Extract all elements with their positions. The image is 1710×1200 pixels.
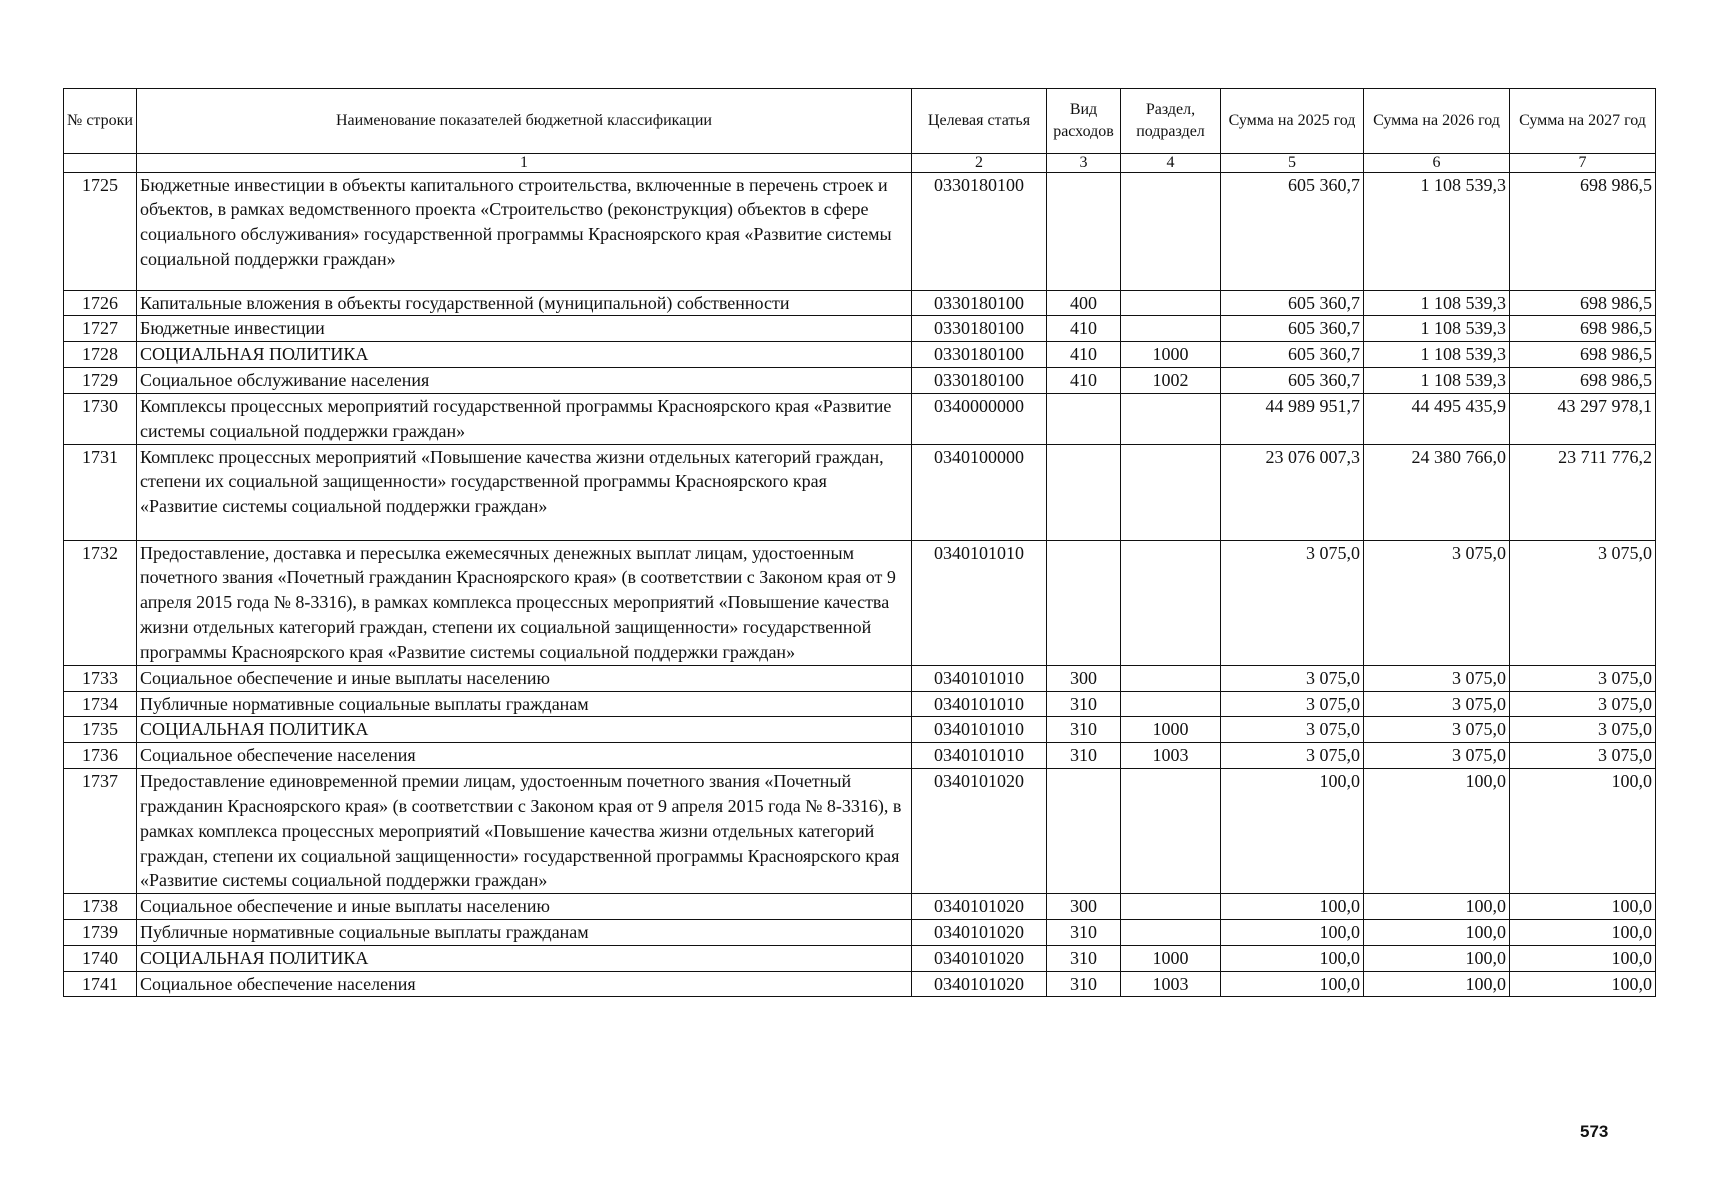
- expense-kind-cell: 400: [1047, 290, 1121, 316]
- expense-kind-cell: [1047, 444, 1121, 540]
- sum-2027-cell: 43 297 978,1: [1510, 393, 1656, 444]
- target-article-cell: 0330180100: [912, 368, 1047, 394]
- section-cell: [1121, 444, 1221, 540]
- indicator-name-cell: СОЦИАЛЬНАЯ ПОЛИТИКА: [137, 717, 912, 743]
- column-number: 6: [1364, 154, 1510, 173]
- indicator-name-cell: Предоставление, доставка и пересылка ежемесячных денежных выплат лицам, удостоенным почетного звания «Почетный гражданин Красноярского края» (в соответствии с Законом края от 9 апреля 2015 года № 8-3316), в рамках комплекса процессных мероприятий «Повышение качества жизни отдельных категорий граждан, степени их социальной защищенности» государственной программы Красноярского края «Развитие системы социальной поддержки граждан»: [137, 540, 912, 665]
- sum-2026-cell: 100,0: [1364, 894, 1510, 920]
- indicator-name-cell: СОЦИАЛЬНАЯ ПОЛИТИКА: [137, 342, 912, 368]
- section-cell: 1000: [1121, 342, 1221, 368]
- expense-kind-cell: 310: [1047, 691, 1121, 717]
- expense-kind-cell: 310: [1047, 743, 1121, 769]
- sum-2025-cell: 44 989 951,7: [1221, 393, 1364, 444]
- header-sum-2026: Сумма на 2026 год: [1364, 89, 1510, 154]
- table-row: [64, 743, 1656, 769]
- row-number-cell: 1726: [64, 290, 137, 316]
- sum-2026-cell: 100,0: [1364, 919, 1510, 945]
- sum-2027-cell: 3 075,0: [1510, 540, 1656, 665]
- column-number: 3: [1047, 154, 1121, 173]
- target-article-cell: 0340101010: [912, 717, 1047, 743]
- sum-2027-cell: 698 986,5: [1510, 290, 1656, 316]
- section-cell: [1121, 393, 1221, 444]
- sum-2025-cell: 100,0: [1221, 919, 1364, 945]
- header-sum-2025: Сумма на 2025 год: [1221, 89, 1364, 154]
- table-row: [64, 342, 1656, 368]
- section-cell: [1121, 894, 1221, 920]
- indicator-name-cell: Бюджетные инвестиции в объекты капитального строительства, включенные в перечень строек и объектов, в рамках ведомственного проекта «Строительство (реконструкция) объектов в сфере социального обслуживания» государственной программы Красноярского края «Развитие системы социальной поддержки граждан»: [137, 172, 912, 290]
- expense-kind-cell: 310: [1047, 717, 1121, 743]
- target-article-cell: 0330180100: [912, 290, 1047, 316]
- sum-2026-cell: 3 075,0: [1364, 665, 1510, 691]
- target-article-cell: 0340101010: [912, 540, 1047, 665]
- indicator-name-cell: Комплексы процессных мероприятий государственной программы Красноярского края «Развитие системы социальной поддержки граждан»: [137, 393, 912, 444]
- sum-2025-cell: 3 075,0: [1221, 691, 1364, 717]
- expense-kind-cell: 310: [1047, 971, 1121, 997]
- row-number-cell: 1741: [64, 971, 137, 997]
- expense-kind-cell: 410: [1047, 368, 1121, 394]
- target-article-cell: 0340101020: [912, 919, 1047, 945]
- sum-2026-cell: 3 075,0: [1364, 691, 1510, 717]
- table-row: [64, 691, 1656, 717]
- expense-kind-cell: 300: [1047, 665, 1121, 691]
- row-number-cell: 1731: [64, 444, 137, 540]
- target-article-cell: 0340000000: [912, 393, 1047, 444]
- expense-kind-cell: [1047, 769, 1121, 894]
- expense-kind-cell: 310: [1047, 919, 1121, 945]
- sum-2026-cell: 100,0: [1364, 769, 1510, 894]
- expense-kind-cell: [1047, 540, 1121, 665]
- indicator-name-cell: Бюджетные инвестиции: [137, 316, 912, 342]
- target-article-cell: 0330180100: [912, 316, 1047, 342]
- sum-2026-cell: 24 380 766,0: [1364, 444, 1510, 540]
- row-number-cell: 1728: [64, 342, 137, 368]
- table-row: [64, 945, 1656, 971]
- section-cell: [1121, 540, 1221, 665]
- header-indicator-name: Наименование показателей бюджетной классификации: [137, 89, 912, 154]
- row-number-cell: 1732: [64, 540, 137, 665]
- target-article-cell: 0340101010: [912, 743, 1047, 769]
- section-cell: 1003: [1121, 743, 1221, 769]
- column-number-row: [64, 154, 1656, 173]
- sum-2026-cell: 3 075,0: [1364, 540, 1510, 665]
- sum-2025-cell: 3 075,0: [1221, 717, 1364, 743]
- indicator-name-cell: Капитальные вложения в объекты государственной (муниципальной) собственности: [137, 290, 912, 316]
- sum-2027-cell: 698 986,5: [1510, 368, 1656, 394]
- sum-2027-cell: 23 711 776,2: [1510, 444, 1656, 540]
- budget-table: [63, 88, 1656, 997]
- column-number: 7: [1510, 154, 1656, 173]
- indicator-name-cell: СОЦИАЛЬНАЯ ПОЛИТИКА: [137, 945, 912, 971]
- table-row: [64, 172, 1656, 290]
- table-row: [64, 393, 1656, 444]
- sum-2026-cell: 1 108 539,3: [1364, 316, 1510, 342]
- sum-2026-cell: 1 108 539,3: [1364, 342, 1510, 368]
- column-number: 5: [1221, 154, 1364, 173]
- table-row: [64, 290, 1656, 316]
- column-number: 1: [137, 154, 912, 173]
- row-number-cell: 1739: [64, 919, 137, 945]
- section-cell: [1121, 919, 1221, 945]
- expense-kind-cell: 300: [1047, 894, 1121, 920]
- sum-2025-cell: 100,0: [1221, 894, 1364, 920]
- sum-2025-cell: 3 075,0: [1221, 665, 1364, 691]
- row-number-cell: 1734: [64, 691, 137, 717]
- indicator-name-cell: Предоставление единовременной премии лицам, удостоенным почетного звания «Почетный гражданин Красноярского края» (в соответствии с Законом края от 9 апреля 2015 года № 8-3316), в рамках комплекса процессных мероприятий «Повышение качества жизни отдельных категорий граждан, степени их социальной защищенности» государственной программы Красноярского края «Развитие системы социальной поддержки граждан»: [137, 769, 912, 894]
- target-article-cell: 0340101020: [912, 894, 1047, 920]
- table-row: [64, 316, 1656, 342]
- header-expense-kind: Вид расходов: [1047, 89, 1121, 154]
- sum-2025-cell: 605 360,7: [1221, 316, 1364, 342]
- section-cell: 1000: [1121, 717, 1221, 743]
- expense-kind-cell: 310: [1047, 945, 1121, 971]
- target-article-cell: 0340101010: [912, 665, 1047, 691]
- section-cell: 1002: [1121, 368, 1221, 394]
- sum-2027-cell: 698 986,5: [1510, 172, 1656, 290]
- sum-2025-cell: 605 360,7: [1221, 290, 1364, 316]
- sum-2027-cell: 698 986,5: [1510, 316, 1656, 342]
- indicator-name-cell: Социальное обеспечение населения: [137, 743, 912, 769]
- sum-2027-cell: 3 075,0: [1510, 743, 1656, 769]
- expense-kind-cell: [1047, 393, 1121, 444]
- header-sum-2027: Сумма на 2027 год: [1510, 89, 1656, 154]
- table-row: [64, 444, 1656, 540]
- sum-2027-cell: 100,0: [1510, 971, 1656, 997]
- column-number: 4: [1121, 154, 1221, 173]
- table-row: [64, 919, 1656, 945]
- indicator-name-cell: Социальное обеспечение и иные выплаты населению: [137, 894, 912, 920]
- sum-2025-cell: 3 075,0: [1221, 743, 1364, 769]
- section-cell: [1121, 665, 1221, 691]
- row-number-cell: 1737: [64, 769, 137, 894]
- sum-2025-cell: 23 076 007,3: [1221, 444, 1364, 540]
- indicator-name-cell: Публичные нормативные социальные выплаты гражданам: [137, 691, 912, 717]
- row-number-cell: 1740: [64, 945, 137, 971]
- table-row: [64, 769, 1656, 894]
- sum-2025-cell: 100,0: [1221, 769, 1364, 894]
- sum-2027-cell: 100,0: [1510, 945, 1656, 971]
- target-article-cell: 0330180100: [912, 342, 1047, 368]
- table-row: [64, 717, 1656, 743]
- indicator-name-cell: Комплекс процессных мероприятий «Повышение качества жизни отдельных категорий граждан, степени их социальной защищенности» государственной программы Красноярского края «Развитие системы социальной поддержки граждан»: [137, 444, 912, 540]
- target-article-cell: 0340100000: [912, 444, 1047, 540]
- table-header-row: [64, 89, 1656, 154]
- sum-2026-cell: 1 108 539,3: [1364, 290, 1510, 316]
- row-number-cell: 1735: [64, 717, 137, 743]
- section-cell: [1121, 691, 1221, 717]
- sum-2026-cell: 1 108 539,3: [1364, 172, 1510, 290]
- target-article-cell: 0330180100: [912, 172, 1047, 290]
- section-cell: [1121, 172, 1221, 290]
- target-article-cell: 0340101010: [912, 691, 1047, 717]
- sum-2025-cell: 3 075,0: [1221, 540, 1364, 665]
- expense-kind-cell: 410: [1047, 316, 1121, 342]
- sum-2025-cell: 605 360,7: [1221, 368, 1364, 394]
- sum-2027-cell: 3 075,0: [1510, 717, 1656, 743]
- row-number-cell: 1736: [64, 743, 137, 769]
- indicator-name-cell: Социальное обеспечение населения: [137, 971, 912, 997]
- sum-2026-cell: 100,0: [1364, 945, 1510, 971]
- sum-2027-cell: 3 075,0: [1510, 665, 1656, 691]
- header-row-number: № строки: [64, 89, 137, 154]
- column-number: 2: [912, 154, 1047, 173]
- page-number: 573: [1580, 1122, 1609, 1141]
- sum-2027-cell: 698 986,5: [1510, 342, 1656, 368]
- header-section: Раздел, подраздел: [1121, 89, 1221, 154]
- sum-2026-cell: 100,0: [1364, 971, 1510, 997]
- section-cell: [1121, 316, 1221, 342]
- header-target-article: Целевая статья: [912, 89, 1047, 154]
- row-number-cell: 1727: [64, 316, 137, 342]
- sum-2026-cell: 3 075,0: [1364, 717, 1510, 743]
- section-cell: 1003: [1121, 971, 1221, 997]
- sum-2027-cell: 100,0: [1510, 769, 1656, 894]
- table-row: [64, 971, 1656, 997]
- target-article-cell: 0340101020: [912, 945, 1047, 971]
- sum-2027-cell: 100,0: [1510, 919, 1656, 945]
- budget-table-container: [63, 88, 1656, 997]
- indicator-name-cell: Социальное обслуживание населения: [137, 368, 912, 394]
- sum-2025-cell: 605 360,7: [1221, 172, 1364, 290]
- sum-2027-cell: 100,0: [1510, 894, 1656, 920]
- sum-2026-cell: 44 495 435,9: [1364, 393, 1510, 444]
- sum-2025-cell: 100,0: [1221, 945, 1364, 971]
- table-row: [64, 665, 1656, 691]
- section-cell: 1000: [1121, 945, 1221, 971]
- sum-2025-cell: 100,0: [1221, 971, 1364, 997]
- row-number-cell: 1733: [64, 665, 137, 691]
- row-number-cell: 1729: [64, 368, 137, 394]
- row-number-cell: 1725: [64, 172, 137, 290]
- expense-kind-cell: 410: [1047, 342, 1121, 368]
- sum-2026-cell: 3 075,0: [1364, 743, 1510, 769]
- row-number-cell: 1730: [64, 393, 137, 444]
- table-row: [64, 368, 1656, 394]
- target-article-cell: 0340101020: [912, 971, 1047, 997]
- row-number-cell: 1738: [64, 894, 137, 920]
- column-number: [64, 154, 137, 173]
- sum-2025-cell: 605 360,7: [1221, 342, 1364, 368]
- target-article-cell: 0340101020: [912, 769, 1047, 894]
- indicator-name-cell: Публичные нормативные социальные выплаты гражданам: [137, 919, 912, 945]
- section-cell: [1121, 769, 1221, 894]
- table-row: [64, 540, 1656, 665]
- sum-2026-cell: 1 108 539,3: [1364, 368, 1510, 394]
- expense-kind-cell: [1047, 172, 1121, 290]
- section-cell: [1121, 290, 1221, 316]
- table-row: [64, 894, 1656, 920]
- indicator-name-cell: Социальное обеспечение и иные выплаты населению: [137, 665, 912, 691]
- sum-2027-cell: 3 075,0: [1510, 691, 1656, 717]
